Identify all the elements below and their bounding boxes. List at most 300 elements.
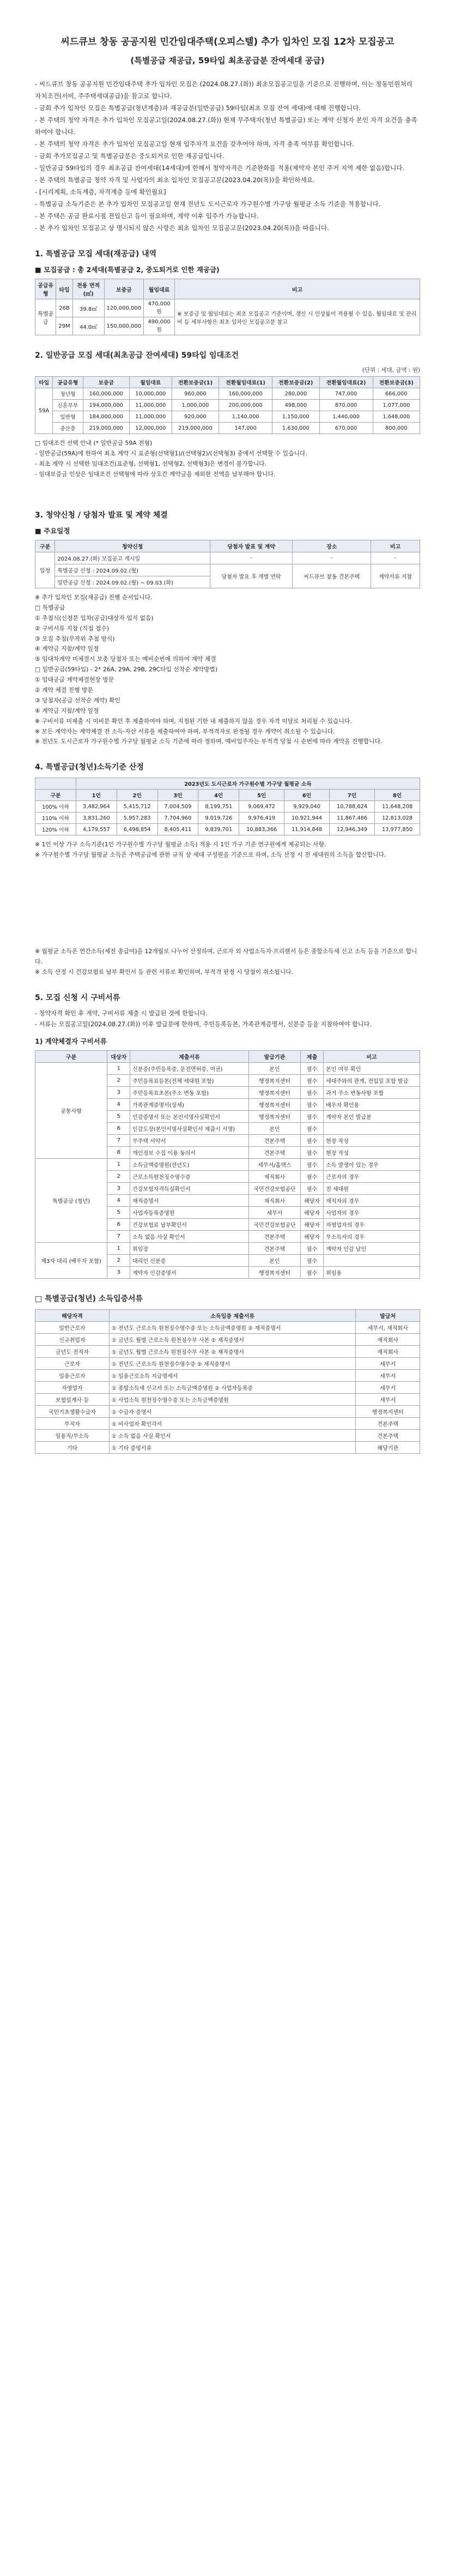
cell: 10,000,000 <box>129 388 172 400</box>
cell: 재직자의 경우 <box>324 1195 420 1207</box>
intro-line: - 본 주택의 청약 자격은 추가 입차인 모집공고일(2024.08.27.(화)) 현재 무주택자(청년 특별공급) 또는 계약 신청자 본인 자격 요건을 충족하여야 합니다. <box>35 116 417 136</box>
th <box>35 778 76 790</box>
cell: 세무서 <box>356 1358 420 1370</box>
cell: 666,000 <box>373 388 420 400</box>
cell: 39.8㎡ <box>72 299 104 317</box>
cell: 10,788,624 <box>330 801 375 812</box>
cell: 8,405,411 <box>157 824 198 835</box>
cell: 세무서/홈택스 <box>248 1159 300 1171</box>
th: 타입 <box>56 279 72 299</box>
cell: 소득금액증명원(전년도) <box>130 1159 249 1171</box>
note-line: □ 일반공급(59타입) - 2* 26A, 29A, 29B, 29C타입 선착순 계약방법) <box>35 666 218 673</box>
cell: 1,150,000 <box>272 411 319 423</box>
cell: ※ 보증금 및 월임대료는 최초 모집공고 기준이며, 갱신 시 인상률이 적용될 수 있음. 월임대료 및 관리비 등 세부사항은 최초 입차인 모집공고문 참고 <box>175 299 420 335</box>
cell: 필수 <box>301 1243 324 1255</box>
cell: 29M <box>56 317 72 335</box>
table-row <box>35 1382 420 1394</box>
cell: 200,000,000 <box>219 400 272 411</box>
note-line: ④ 계약금 지참/계약 일정 <box>35 707 99 714</box>
cell: 5,415,712 <box>117 801 157 812</box>
cell: - <box>293 552 371 564</box>
cell: 4,179,557 <box>76 824 117 835</box>
table-income-criteria <box>35 778 420 835</box>
cell: 9,976,419 <box>239 812 284 824</box>
cell: 재직증명서 <box>130 1195 249 1207</box>
intro-line: - 금회 추가모집공고 및 특별공급분은 중도퇴거로 인한 재공급입니다. <box>35 152 225 160</box>
cell: 해당자 <box>301 1231 324 1243</box>
intro-line: - 본 추가 입차인 모집공고 상 명시되지 않은 사항은 최초 입차인 모집공고문(2023.04.20(목))을 따릅니다. <box>35 224 329 232</box>
cell: 신혼부부 <box>53 400 83 411</box>
cell: 219,000,000 <box>83 423 129 434</box>
th: 전환월임대료(1) <box>219 377 272 388</box>
cell: ① 종합소득세 신고서 또는 소득금액증명원 ② 사업자등록증 <box>109 1382 356 1394</box>
cell: 행정복지센터 <box>248 1099 300 1111</box>
section-4-notes <box>35 840 420 860</box>
cell: 184,000,000 <box>83 411 129 423</box>
intro-line: - 특별공급 소득기준은 본 추가 입차인 모집공고일 현재 전년도 도시근로자 가구원수별 가구당 월평균 소득 기준을 적용합니다. <box>35 200 381 208</box>
cell: 150,000,000 <box>104 317 144 335</box>
cell: 5,957,283 <box>117 812 157 824</box>
cell: 11,648,208 <box>375 801 420 812</box>
cell: 110% 이하 <box>35 812 76 824</box>
intro-line: - 씨드큐브 창동 공공지원 민간임대주택 추가 입차인 모집은 (2024.08.27.(화)) 최초모집공고일을 기준으로 진행하며, 이는 창동민원처리 자치조건(서비, 주주택세대공급)을 참고로 합니다. <box>35 80 412 100</box>
cell: 1,077,000 <box>373 400 420 411</box>
sub-line: - 청약자격 확인 후 계약, 구비서류 제출 시 발급된 것에 한합니다. <box>35 1009 208 1017</box>
intro-line: - 본 주택의 청약 자격은 추가 입차인 모집공고일 현재 입주자격 요건을 갖추어야 하며, 자격 충족 여부를 확인합니다. <box>35 140 354 148</box>
cell: 7 <box>107 1231 130 1243</box>
cell: 10,883,366 <box>239 824 284 835</box>
table-row <box>35 1334 420 1346</box>
table-row <box>35 1430 420 1442</box>
cell: 670,000 <box>319 423 373 434</box>
section-2-notes <box>35 438 420 480</box>
cell: 본인 <box>248 1063 300 1075</box>
th: 8인 <box>375 790 420 801</box>
th: 전환보증금(2) <box>272 377 319 388</box>
th: 4인 <box>198 790 239 801</box>
cell: 특별공급 <box>35 299 56 335</box>
cell: 1,630,000 <box>272 423 319 434</box>
note-line: ※ 모든 계약자는 계약체결 전 소득·자산 서류를 제출하여야 하며, 부적격자로 판정될 경우 계약이 취소될 수 있습니다. <box>35 727 335 735</box>
cell: 1,440,000 <box>319 411 373 423</box>
cell: 세대주와의 관계, 전입일 포함 발급 <box>324 1075 420 1087</box>
cell: 견본주택 <box>248 1231 300 1243</box>
section-2-title: 2. 일반공급 모집 세대(최초공급 잔여세대) 59타입 임대조건 <box>35 351 239 360</box>
cell: 8 <box>107 1147 130 1159</box>
table-row <box>35 1442 420 1454</box>
cell: 인감증명서 또는 본인서명사실확인서 <box>130 1111 249 1123</box>
th: 전환보증금(3) <box>373 377 420 388</box>
cell: 자영업자의 경우 <box>324 1219 420 1231</box>
cell: 필수 <box>301 1267 324 1279</box>
cell: 3 <box>107 1267 130 1279</box>
cell: 자영업자 <box>35 1382 110 1394</box>
cell: 계약자 인감 날인 <box>324 1243 420 1255</box>
section-3-sub: ■ 주요일정 <box>35 526 70 535</box>
note-line: ③ 당첨자(공급 선착순 계약) 확인 <box>35 696 120 704</box>
note-line: ④ 계약금 지참/계약 일정 <box>35 645 99 653</box>
cell: 필수 <box>301 1171 324 1183</box>
table-row <box>35 400 420 411</box>
section-1-title: 1. 특별공급 모집 세대(재공급) 내역 <box>35 250 157 259</box>
table-row <box>35 388 420 400</box>
proof-rows <box>35 1322 420 1454</box>
cell: 일용근로자 <box>35 1370 110 1382</box>
cell: ① 사업소득 원천징수영수증 또는 소득금액증명원 <box>109 1394 356 1406</box>
cell: 행정복지센터 <box>248 1075 300 1087</box>
cell: 근로자 <box>35 1358 110 1370</box>
cell: 무주택 서약서 <box>130 1135 249 1147</box>
cell: 160,000,000 <box>219 388 272 400</box>
cell: 1 <box>107 1063 130 1075</box>
cell: 4 <box>107 1099 130 1111</box>
cell: 과거 주소 변동사항 포함 <box>324 1087 420 1099</box>
cell: 해당자 <box>301 1207 324 1219</box>
cell: 필수 <box>301 1087 324 1099</box>
th: 5인 <box>239 790 284 801</box>
cell: 필수 <box>301 1147 324 1159</box>
cell: 3,482,964 <box>76 801 117 812</box>
cell: 세무서, 재직회사 <box>356 1322 420 1334</box>
cell: 2 <box>107 1075 130 1087</box>
cell: 행정복지센터 <box>248 1087 300 1099</box>
note-line: - 임대보증금 인상은 임대조건 선택형에 따라 상호간 계약금을 제외한 전액을 납부해야 합니다. <box>35 471 276 478</box>
cell: 사업자등록증명원 <box>130 1207 249 1219</box>
cell: ① 금년도 월별 근로소득 원천징수부 사본 ② 재직증명서 <box>109 1334 356 1346</box>
cell: 행정복지센터 <box>356 1406 420 1418</box>
th: 공급유형 <box>53 377 83 388</box>
table-row <box>35 1322 420 1334</box>
cell: 무직자 <box>35 1418 110 1430</box>
cell: 견본주택 <box>248 1135 300 1147</box>
intro-line: - 일반공급 59타입의 경우 최초공급 잔여세대(14세대)에 한해서 청약자격은 기준완화를 적용(제약자 본인 주거 지역 제한 없음)합니다. <box>35 164 405 172</box>
cell: 씨드큐브 창동 견본주택 <box>293 564 371 588</box>
th: 비고 <box>371 540 420 552</box>
cell: 본인 <box>248 1255 300 1267</box>
cell: 사업자의 경우 <box>324 1207 420 1219</box>
cell: ① 수급자 증명서 <box>109 1406 356 1418</box>
table-income-proof <box>35 1309 420 1454</box>
table-row <box>35 1394 420 1406</box>
cell: 견본주택 <box>248 1243 300 1255</box>
cell: 특별공급 (청년) <box>35 1159 107 1243</box>
cell: 세무서 <box>356 1382 420 1394</box>
th: 7인 <box>330 790 375 801</box>
cell: 필수 <box>301 1099 324 1111</box>
cell: 10,921,944 <box>284 812 330 824</box>
cell: 필수 <box>301 1183 324 1195</box>
cell: 국민건강보험공단 <box>248 1183 300 1195</box>
cell: 재직회사 <box>248 1171 300 1183</box>
section-5-title: 5. 모집 신청 시 구비서류 <box>35 993 120 1002</box>
cell: 920,000 <box>172 411 219 423</box>
cell: ① 전년도 근로소득 원천징수영수증 또는 소득금액증명원 ② 재직증명서 <box>109 1322 356 1334</box>
table-header-row <box>35 790 420 801</box>
th: 제출서류 <box>130 1051 249 1063</box>
section-4-title: 4. 특별공급(청년)소득기준 산정 <box>35 763 144 772</box>
cell: 3 <box>107 1087 130 1099</box>
table-row <box>35 423 420 434</box>
cell: 7,004,509 <box>157 801 198 812</box>
th: 보증금 <box>83 377 129 388</box>
cell: 470,000원 <box>144 299 175 317</box>
cell: ① 비사업자 확인각서 <box>109 1418 356 1430</box>
cell: 6 <box>107 1123 130 1135</box>
cell: 해당자 <box>301 1195 324 1207</box>
section-4b-notes <box>35 947 420 978</box>
table-row <box>35 1346 420 1358</box>
cell: 해당자 <box>301 1219 324 1231</box>
section-3-title: 3. 청약신청 / 당첨자 발표 및 계약 체결 <box>35 510 168 520</box>
cell: 219,000,000 <box>172 423 219 434</box>
cell: 9,019,726 <box>198 812 239 824</box>
table-row <box>35 564 420 576</box>
cell: 747,000 <box>319 388 373 400</box>
table-row <box>35 552 420 564</box>
cell: 근로소득원천징수영수증 <box>130 1171 249 1183</box>
page-title: 씨드큐브 창동 공공지원 민간임대주택(오피스텔) 추가 입차인 모집 12차 모집공고 <box>60 37 395 47</box>
cell: 재직회사 <box>248 1195 300 1207</box>
cell: 1,140,000 <box>219 411 272 423</box>
cell: 12,813,028 <box>375 812 420 824</box>
cell: 금년도 전직자 <box>35 1346 110 1358</box>
th: 공급유형 <box>35 279 56 299</box>
cell: 2 <box>107 1171 130 1183</box>
section-1-sub: ■ 모집공급 : 총 2세대(특별공급 2, 중도퇴거로 인한 재공급) <box>35 266 220 274</box>
cell: 국민기초생활수급자 <box>35 1406 110 1418</box>
cell: 계약자 인감증명서 <box>130 1267 249 1279</box>
cell: 기타 <box>35 1442 110 1454</box>
th: 3인 <box>157 790 198 801</box>
note-line: ② 계약 체결 진행 방문 <box>35 686 93 694</box>
note-line: ※ 소득 산정 시 건강보험료 납부 확인서 등 관련 서류로 확인하며, 부적격 판정 시 당첨이 취소됩니다. <box>35 968 294 976</box>
cell: 일반근로자 <box>35 1322 110 1334</box>
note-line: ※ 추가 입차인 모집(재공급) 진행 순서입니다. <box>35 593 153 601</box>
table-header-row <box>35 1310 420 1322</box>
th: 발급기관 <box>248 1051 300 1063</box>
th: 월임대료 <box>129 377 172 388</box>
cell: 주민등록표등본(전체 세대원 포함) <box>130 1075 249 1087</box>
th: 6인 <box>284 790 330 801</box>
cell: 1,000,000 <box>172 400 219 411</box>
cell: 특별공급 신청 : 2024.09.02.(월) <box>55 564 210 576</box>
cell: 3 <box>107 1183 130 1195</box>
cell: 세무서 <box>248 1207 300 1219</box>
th: 타입 <box>35 377 53 388</box>
cell: - <box>210 552 293 564</box>
cell: 490,000원 <box>144 317 175 335</box>
cell: 신규취업자 <box>35 1334 110 1346</box>
cell: 11,867,486 <box>330 812 375 824</box>
th: 소득입증 제출서류 <box>109 1310 356 1322</box>
cell: 2024.08.27.(화) 모집공고 게시일 <box>55 552 210 564</box>
section-6-title: □ 특별공급(청년) 소득입증서류 <box>35 1295 143 1304</box>
cell: 필수 <box>301 1159 324 1171</box>
note-line: ※ 1인 이상 가구 소득기준(1인 가구원수별 가구당 월평균 소득) 적용 시 1인 가구 기준 연구원에게 제공되는 사항. <box>35 841 326 848</box>
table-header-row <box>35 279 420 299</box>
cell: 위임용 <box>324 1267 420 1279</box>
cell: 전 세대원 <box>324 1183 420 1195</box>
cell: 무소득자의 경우 <box>324 1231 420 1243</box>
page-subtitle: (특별공급 재공급, 59타입 최초공급분 잔여세대 공급) <box>130 55 325 65</box>
th: 해당자격 <box>35 1310 110 1322</box>
cell: 3,831,260 <box>76 812 117 824</box>
cell: 대리인 신분증 <box>130 1255 249 1267</box>
cell: 본인 여부 확인 <box>324 1063 420 1075</box>
section-3-notes <box>35 593 420 747</box>
cell: 당첨자 발표 후 개별 연락 <box>210 564 293 588</box>
cell: 제3자 대리 (배우자 포함) <box>35 1243 107 1279</box>
cell: 현장 작성 <box>324 1135 420 1147</box>
th: 장소 <box>293 540 371 552</box>
cell: 194,000,000 <box>83 400 129 411</box>
section-5-table-title: 1) 계약체결자 구비서류 <box>35 1037 107 1046</box>
th: 발급처 <box>356 1310 420 1322</box>
cell: ① 소득 없음 사실 확인서 <box>109 1430 356 1442</box>
th: 청약신청 <box>55 540 210 552</box>
th: 2023년도 도시근로자 가구원수별 가구당 월평균 소득 <box>76 778 420 790</box>
note-line: ※ 월평균 소득은 연간소득(세전 총급여)을 12개월로 나누어 산정하며, 근로자 외 사업소득자·프리랜서 등은 종합소득세 신고 소득 등을 기준으로 합니다. <box>35 948 417 965</box>
table-special-supply <box>35 279 420 335</box>
note-line: ② 구비서류 지참 (직접 접수) <box>35 624 110 632</box>
th: 전환보증금(1) <box>172 377 219 388</box>
cell: 11,914,848 <box>284 824 330 835</box>
note-line: □ 임대조건 선택 안내 (* 일반공급 59A 전형) <box>35 440 153 447</box>
cell: 가족관계증명서(상세) <box>130 1099 249 1111</box>
th: 월임대료 <box>144 279 175 299</box>
table-schedule <box>35 540 420 588</box>
cell: 행정복지센터 <box>248 1267 300 1279</box>
cell <box>324 1123 420 1135</box>
table-row <box>35 1243 420 1255</box>
th: 대상자 <box>107 1051 130 1063</box>
cell: 현장 작성 <box>324 1147 420 1159</box>
cell: 견본주택 <box>356 1418 420 1430</box>
cell: 필수 <box>301 1255 324 1267</box>
cell: 11,000,000 <box>129 411 172 423</box>
cell: 960,000 <box>172 388 219 400</box>
cell: - <box>371 552 420 564</box>
cell: ① 금년도 월별 근로소득 원천징수부 사본 ② 재직증명서 <box>109 1346 356 1358</box>
table-row <box>35 1358 420 1370</box>
cell: 9,839,701 <box>198 824 239 835</box>
table-row <box>35 411 420 423</box>
cell: 일반공급 신청 : 2024.09.02.(월) ~ 09.03.(화) <box>55 576 210 588</box>
cell: 보험설계사 등 <box>35 1394 110 1406</box>
cell: 행정복지센터 <box>248 1111 300 1123</box>
cell: 계약서류 지참 <box>371 564 420 588</box>
table-row <box>35 1418 420 1430</box>
cell <box>324 1255 420 1267</box>
table-row <box>35 812 420 824</box>
cell: 800,000 <box>373 423 420 434</box>
cell: 공통사항 <box>35 1063 107 1159</box>
th: 1인 <box>76 790 117 801</box>
cell: 870,000 <box>319 400 373 411</box>
cell: 498,000 <box>272 400 319 411</box>
cell: 1 <box>107 1243 130 1255</box>
table-caption-row <box>35 778 420 790</box>
section-5-sub <box>35 1008 420 1031</box>
cell: 필수 <box>301 1063 324 1075</box>
cell: 12,000,000 <box>129 423 172 434</box>
cell: 계약자 본인 발급분 <box>324 1111 420 1123</box>
note-line: ※ 구비서류 미제출 시 미비분 확인 후 제출하여야 하며, 지정된 기한 내 제출하지 않을 경우 자격 미달로 처리될 수 있습니다. <box>35 717 352 725</box>
cell: 일용직/무소득 <box>35 1430 110 1442</box>
cell: 재직회사 <box>356 1346 420 1358</box>
table-general-supply <box>35 376 420 434</box>
th: 구분 <box>35 540 55 552</box>
note-line: ① 추첨식(신청분 입차(공급)대상자 입지 없음) <box>35 614 154 622</box>
table-row <box>35 1370 420 1382</box>
th: 당첨자 발표 및 계약 <box>210 540 293 552</box>
cell: 26B <box>56 299 72 317</box>
sub-line: - 서류는 모집공고일(2024.08.27.(화)) 이후 발급분에 한하며, 주민등록등본, 가족관계증명서, 신분증 등을 지참하여야 합니다. <box>35 1021 372 1028</box>
cell: 재직회사 <box>356 1334 420 1346</box>
table-header-row <box>35 540 420 552</box>
table-documents <box>35 1050 420 1279</box>
cell: 세무서 <box>356 1370 420 1382</box>
cell: 2 <box>107 1255 130 1267</box>
th: 전환월임대료(2) <box>319 377 373 388</box>
cell: 필수 <box>301 1111 324 1123</box>
cell: 280,000 <box>272 388 319 400</box>
cell: ① 일용근로소득 지급명세서 <box>109 1370 356 1382</box>
th: 2인 <box>117 790 157 801</box>
doc-rows <box>35 1063 420 1279</box>
cell: 중산층 <box>53 423 83 434</box>
table-row <box>35 1063 420 1075</box>
th: 전용 면적(㎡) <box>72 279 104 299</box>
cell: 13,977,850 <box>375 824 420 835</box>
note-line: ⑤ 임대차계약 미체결시 보충 당첨자 또는 예비순번에 의하여 계약 체결 <box>35 655 216 663</box>
th: 비고 <box>175 279 420 299</box>
note-line: ① 임대공급 계약체결현장 방문 <box>35 676 114 684</box>
cell: 견본주택 <box>356 1430 420 1442</box>
cell: 5 <box>107 1207 130 1219</box>
cell: 1 <box>107 1159 130 1171</box>
cell: 국민건강보험공단 <box>248 1219 300 1231</box>
cell: 147,000 <box>219 423 272 434</box>
cell: 필수 <box>301 1075 324 1087</box>
cell: 120% 이하 <box>35 824 76 835</box>
cell: 4 <box>107 1195 130 1207</box>
table-header-row <box>35 377 420 388</box>
table-row <box>35 1406 420 1418</box>
table-row <box>35 824 420 835</box>
intro-line: - 본 주택의 특별공급 청약 자격 및 사업자의 최초 입차인 모집공고문(2023.04.20(목))을 확인하세요. <box>35 176 315 184</box>
cell: 해당기관 <box>356 1442 420 1454</box>
cell: 59A <box>35 388 53 434</box>
th: 제출 <box>301 1051 324 1063</box>
cell: 44.0㎡ <box>72 317 104 335</box>
cell: 9,929,040 <box>284 801 330 812</box>
cell: 소득 발생이 있는 경우 <box>324 1159 420 1171</box>
cell: 120,000,000 <box>104 299 144 317</box>
cell: 개인정보 수집 이용 동의서 <box>130 1147 249 1159</box>
cell: 소득 없음 사실 확인서 <box>130 1231 249 1243</box>
intro-line: - 금회 추가 입차인 모집은 특별공급(청년계층)과 재공급분(일반공급) 59타입(최초 모집 잔여 세대)에 대해 진행합니다. <box>35 104 361 112</box>
cell: 견본주택 <box>248 1147 300 1159</box>
th: 구분 <box>35 790 76 801</box>
cell: 필수 <box>301 1123 324 1135</box>
cell: 청년형 <box>53 388 83 400</box>
cell: 1,648,000 <box>373 411 420 423</box>
note-line: - 일반공급(59A)에 한하여 최초 계약 시 표준형(선택형1)/(선택형2)/(선택형3) 중에서 선택할 수 있습니다. <box>35 450 307 458</box>
table-row <box>35 801 420 812</box>
cell: 일정 <box>35 552 55 588</box>
table-row <box>35 1159 420 1171</box>
